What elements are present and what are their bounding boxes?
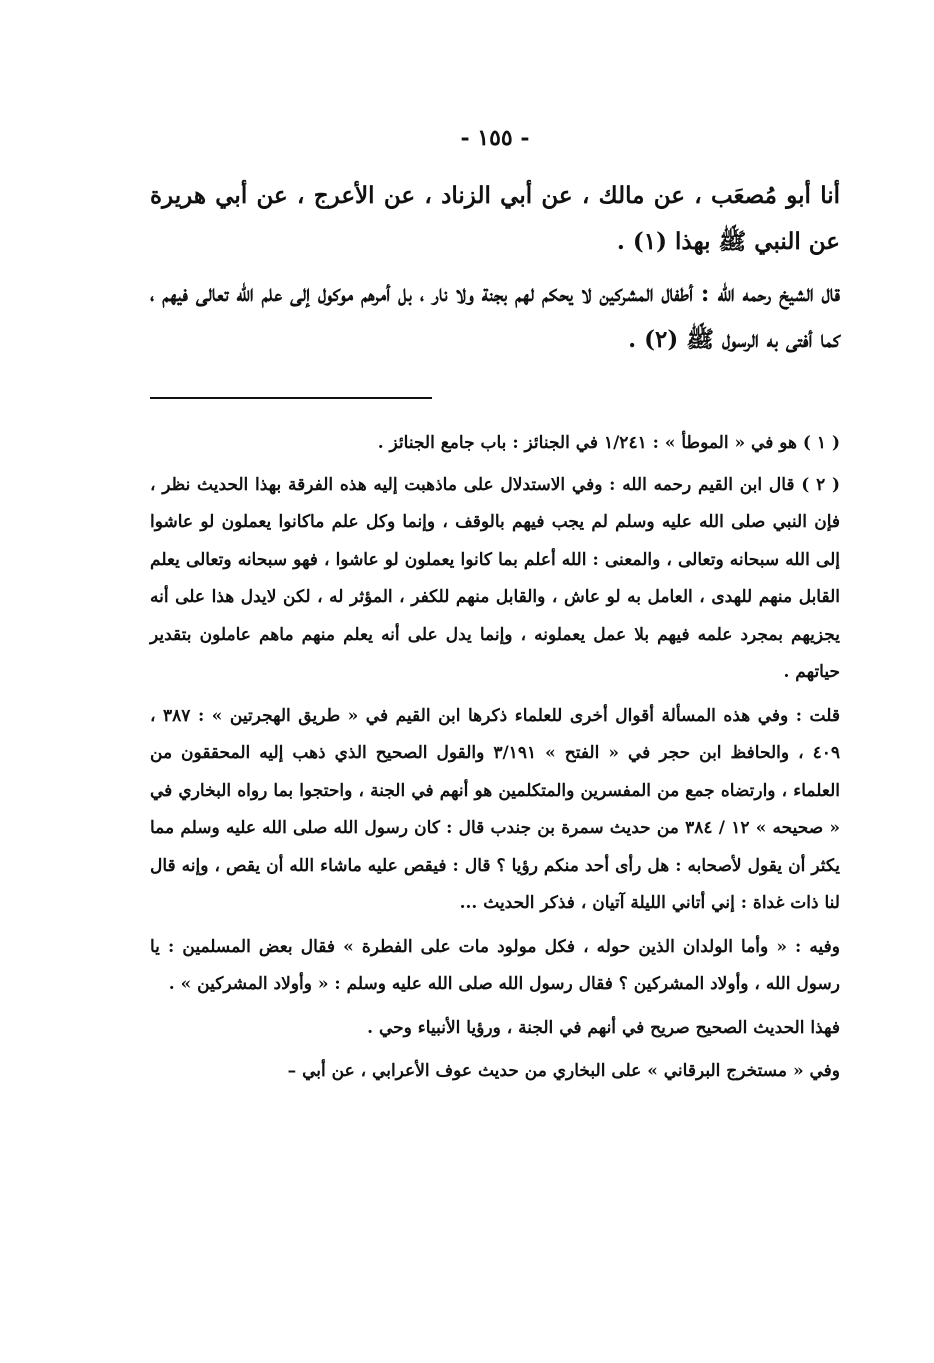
footnote-hadith-quote: وفيه : « وأما الولدان الذين حوله ، فكل مولود مات على الفطرة » فقال بعض المسلمين : يا رسول الله ، وأولاد المشركين ؟ فقال رسول الله صلى الله عليه وسلم : « وأولاد المشركين » .: [150, 936, 840, 994]
footnote-continuation: وفي « مستخرج البرقاني » على البخاري من حديث عوف الأعرابي ، عن أبي –: [287, 1061, 840, 1081]
footnote-2: ( ٢ ) قال ابن القيم رحمه الله : وفي الاستدلال على ماذهبت إليه هذه الفرقة بهذا الحديث نظر ، فإن النبي صلى الله عليه وسلم لم يجب فيهم بالوقف ، وإنما وكل علم ماكانوا يعملون لو عاشوا إلى الله سبحانه وتعالى ، والمعنى : الله أعلم بما كانوا يعملون لو عاشوا ، فهو سبحانه وتعالى يعلم القابل منهم للهدى ، العامل به لو عاش ، والقابل منهم للكفر ، المؤثر له ، لكن لايدل هذا على أنه يجزيهم بمجرد علمه فيهم بلا عمل يعملونه ، وإنما يدل على أنه يعلم منهم ماهم عاملون بتقدير حياتهم .: [150, 474, 840, 682]
main-paragraph-1: أنا أبو مُصعَب ، عن مالك ، عن أبي الزناد ، عن الأعرج ، عن أبي هريرة عن النبي ﷺ بهذا (١) .: [150, 182, 840, 255]
footnote-1: ( ١ ) هو في « الموطأ » : ١/٢٤١ في الجنائز : باب جامع الجنائز .: [377, 433, 840, 453]
main-paragraph-2: قال الشيخ رحمه الله : أطفال المشركين لا يحكم لهم بجنة ولا نار ، بل أمرهم موكول إلى علم الله تعالى فيهم ، كما أفتى به الرسول ﷺ (٢) .: [150, 280, 840, 353]
footnote-separator-wrap: [150, 397, 840, 399]
footnote-comment: قلت : وفي هذه المسألة أقوال أخرى للعلماء ذكرها ابن القيم في « طريق الهجرتين » : ٣٨٧ ، ٤٠٩ ، والحافظ ابن حجر في « الفتح » ٣/١٩١ والقول الصحيح الذي ذهب إليه المحققون من العلماء ، وارتضاه جمع من المفسرين والمتكلمين هو أنهم في الجنة ، واحتجوا بما رواه البخاري في « صحيحه » ١٢ / ٣٨٤ من حديث سمرة بن جندب قال : كان رسول الله صلى الله عليه وسلم مما يكثر أن يقول لأصحابه : هل رأى أحد منكم رؤيا ؟ قال : فيقص عليه ماشاء الله أن يقص ، وإنه قال لنا ذات غداة : إني أتاني الليلة آتيان ، فذكر الحديث ...: [150, 705, 841, 913]
document-page: [150, 125, 840, 1097]
footnote-conclusion: فهذا الحديث الصحيح صريح في أنهم في الجنة ، ورؤيا الأنبياء وحي .: [367, 1017, 840, 1038]
page-number: - ١٥٥ -: [460, 125, 530, 151]
footnote-separator: [150, 397, 432, 399]
